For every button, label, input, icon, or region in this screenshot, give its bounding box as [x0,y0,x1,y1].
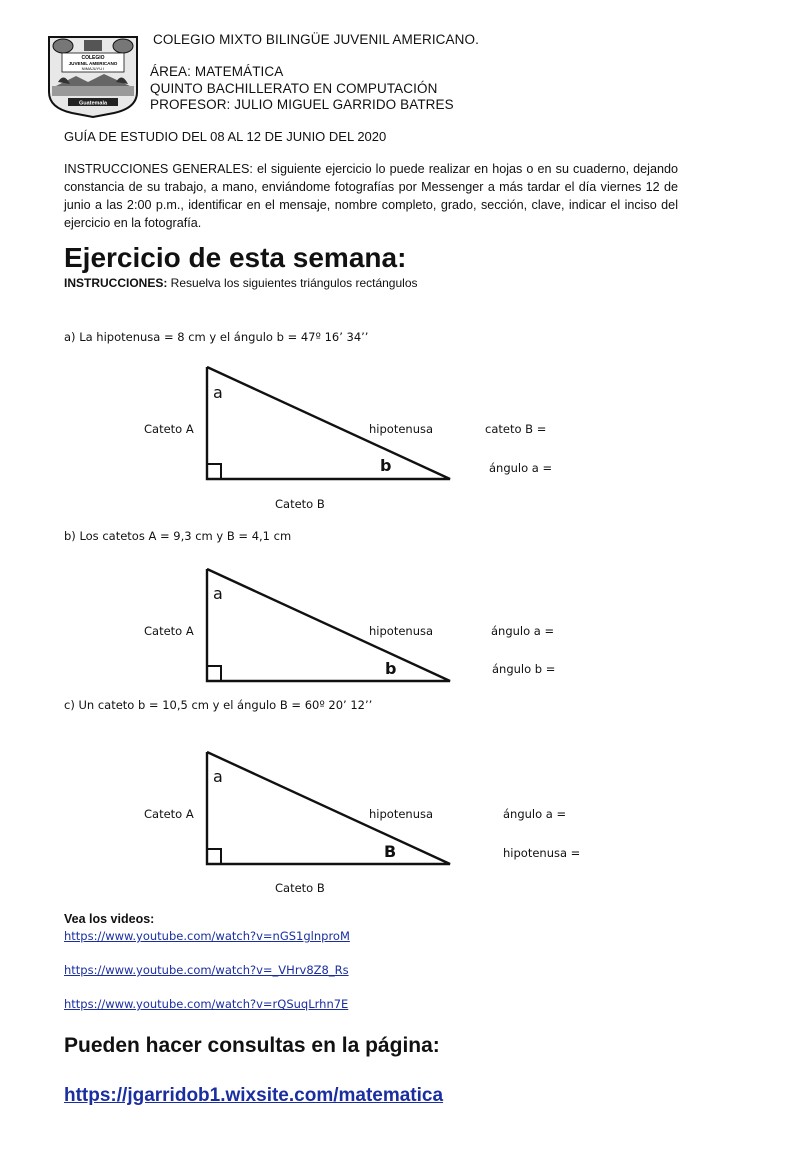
triangle-b-angle-bottom: b [385,659,397,678]
school-crest-logo [46,34,140,118]
problem-b-answer-1: ángulo a = [491,624,555,638]
video-link-2[interactable]: https://www.youtube.com/watch?v=_VHrv8Z8_Rs [64,963,349,977]
video-link-1[interactable]: https://www.youtube.com/watch?v=nGS1glnproM [64,929,350,943]
triangle-b-label-hyp: hipotenusa [369,624,434,638]
triangle-c-angle-bottom: B [384,842,397,861]
grade-level: QUINTO BACHILLERATO EN COMPUTACIÓN [150,81,438,96]
svg-text:JUVENIL AMERICANO: JUVENIL AMERICANO [68,61,118,66]
triangle-a-label-bottom: Cateto B [275,497,325,511]
consult-heading: Pueden hacer consultas en la página: [64,1034,440,1057]
school-name: COLEGIO MIXTO BILINGÜE JUVENIL AMERICANO. [153,32,479,47]
problem-a-answer-1: cateto B = [485,422,547,436]
svg-text:COLEGIO: COLEGIO [81,55,105,61]
general-instructions: INSTRUCCIONES GENERALES: el siguiente ejercicio lo puede realizar en hojas o en su cuaderno, dejando constancia de su trabajo, a mano, enviándome fotografías por Messenger a más tardar el día viernes 12 de junio a las 2:00 p.m., identificar en el mensaje, nombre completo, grado, sección, clave, indicar el inciso del ejercicio en la fotografía. [64,162,678,230]
svg-text:Guatemala: Guatemala [78,100,108,107]
triangle-b-label-left: Cateto A [144,624,194,638]
problem-a-statement: a) La hipotenusa = 8 cm y el ángulo b = 47º 16’ 34’’ [64,330,369,344]
triangle-c-label-bottom: Cateto B [275,881,325,895]
problem-c-answer-2: hipotenusa = [503,846,581,860]
subject-area: ÁREA: MATEMÁTICA [150,64,284,79]
triangle-c-angle-top: a [213,767,223,786]
videos-label: Vea los videos: [64,912,155,926]
triangle-a-label-left: Cateto A [144,422,194,436]
video-link-3[interactable]: https://www.youtube.com/watch?v=rQSuqLrhn7E [64,997,349,1011]
website-link[interactable]: https://jgarridob1.wixsite.com/matematica [64,1085,444,1106]
problem-b-statement: b) Los catetos A = 9,3 cm y B = 4,1 cm [64,529,292,543]
instructions-text: Resuelva los siguientes triángulos rectángulos [167,276,418,290]
triangle-a-angle-top: a [213,383,223,402]
triangle-a-label-hyp: hipotenusa [369,422,434,436]
svg-text:NIMAJUYU I: NIMAJUYU I [81,66,105,71]
triangle-b-angle-top: a [213,584,223,603]
teacher-name: PROFESOR: JULIO MIGUEL GARRIDO BATRES [150,97,454,112]
exercise-instructions [64,276,418,290]
problem-b-answer-2: ángulo b = [492,662,556,676]
triangle-c-label-hyp: hipotenusa [369,807,434,821]
problem-c-answer-1: ángulo a = [503,807,567,821]
problem-c-statement: c) Un cateto b = 10,5 cm y el ángulo B = 60º 20’ 12’’ [64,698,373,712]
exercise-heading: Ejercicio de esta semana: [64,242,407,273]
triangle-a-angle-bottom: b [380,456,392,475]
guide-title: GUÍA DE ESTUDIO DEL 08 AL 12 DE JUNIO DEL 2020 [64,129,387,144]
problem-a-answer-2: ángulo a = [489,461,553,475]
triangle-c-label-left: Cateto A [144,807,194,821]
instructions-label: INSTRUCCIONES: [64,276,168,290]
